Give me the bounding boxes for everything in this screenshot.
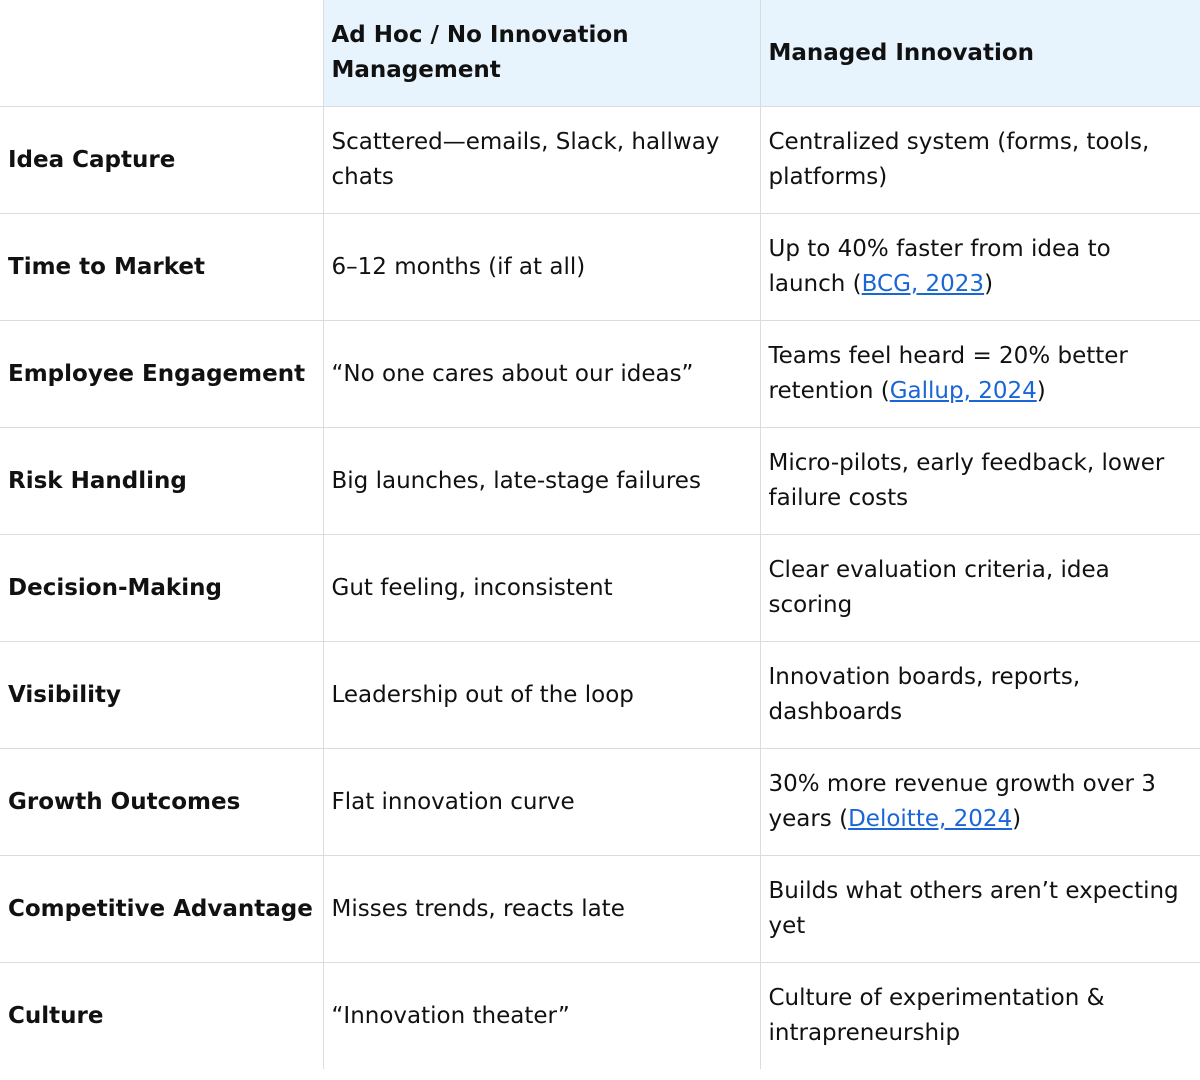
row-label: Time to Market [0, 214, 323, 321]
row-label: Idea Capture [0, 107, 323, 214]
ad-hoc-cell: Misses trends, reacts late [323, 856, 760, 963]
row-label: Competitive Advantage [0, 856, 323, 963]
managed-text: Builds what others aren’t expecting yet [768, 878, 1179, 939]
table-row [0, 963, 1200, 1070]
header-empty [0, 0, 323, 107]
managed-text-suffix: ) [984, 271, 994, 297]
managed-cell [760, 428, 1200, 535]
row-label: Decision-Making [0, 535, 323, 642]
header-ad-hoc: Ad Hoc / No Innovation Management [323, 0, 760, 107]
row-label: Culture [0, 963, 323, 1070]
table-row [0, 642, 1200, 749]
ad-hoc-cell: Scattered—emails, Slack, hallway chats [323, 107, 760, 214]
managed-text-suffix: ) [1012, 806, 1022, 832]
ad-hoc-cell: 6–12 months (if at all) [323, 214, 760, 321]
ad-hoc-cell: “No one cares about our ideas” [323, 321, 760, 428]
managed-cell [760, 214, 1200, 321]
managed-cell [760, 535, 1200, 642]
ad-hoc-cell: “Innovation theater” [323, 963, 760, 1070]
table-row [0, 107, 1200, 214]
managed-cell [760, 749, 1200, 856]
ad-hoc-cell: Big launches, late-stage failures [323, 428, 760, 535]
ad-hoc-cell: Gut feeling, inconsistent [323, 535, 760, 642]
row-label: Risk Handling [0, 428, 323, 535]
table-row [0, 321, 1200, 428]
citation-link[interactable]: Deloitte, 2024 [848, 806, 1013, 832]
row-label: Visibility [0, 642, 323, 749]
ad-hoc-cell: Leadership out of the loop [323, 642, 760, 749]
managed-cell [760, 963, 1200, 1070]
managed-text: Up to 40% faster from idea to launch ( [768, 236, 1111, 297]
managed-text: Centralized system (forms, tools, platforms) [768, 129, 1150, 190]
managed-text-suffix: ) [1036, 378, 1046, 404]
managed-text: Culture of experimentation & intrapreneurship [768, 985, 1105, 1046]
table-row [0, 856, 1200, 963]
managed-cell [760, 321, 1200, 428]
managed-cell [760, 642, 1200, 749]
managed-text: Micro-pilots, early feedback, lower failure costs [768, 450, 1165, 511]
managed-text: Innovation boards, reports, dashboards [768, 664, 1081, 725]
managed-text: Teams feel heard = 20% better retention ( [768, 343, 1128, 404]
header-row [0, 0, 1200, 107]
row-label: Growth Outcomes [0, 749, 323, 856]
managed-text: 30% more revenue growth over 3 years ( [768, 771, 1156, 832]
managed-cell [760, 856, 1200, 963]
managed-cell [760, 107, 1200, 214]
header-managed: Managed Innovation [760, 0, 1200, 107]
row-label: Employee Engagement [0, 321, 323, 428]
table-row [0, 535, 1200, 642]
table-row [0, 749, 1200, 856]
managed-text: Clear evaluation criteria, idea scoring [768, 557, 1110, 618]
citation-link[interactable]: BCG, 2023 [861, 271, 985, 297]
table-row [0, 428, 1200, 535]
citation-link[interactable]: Gallup, 2024 [889, 378, 1037, 404]
table-row [0, 214, 1200, 321]
ad-hoc-cell: Flat innovation curve [323, 749, 760, 856]
